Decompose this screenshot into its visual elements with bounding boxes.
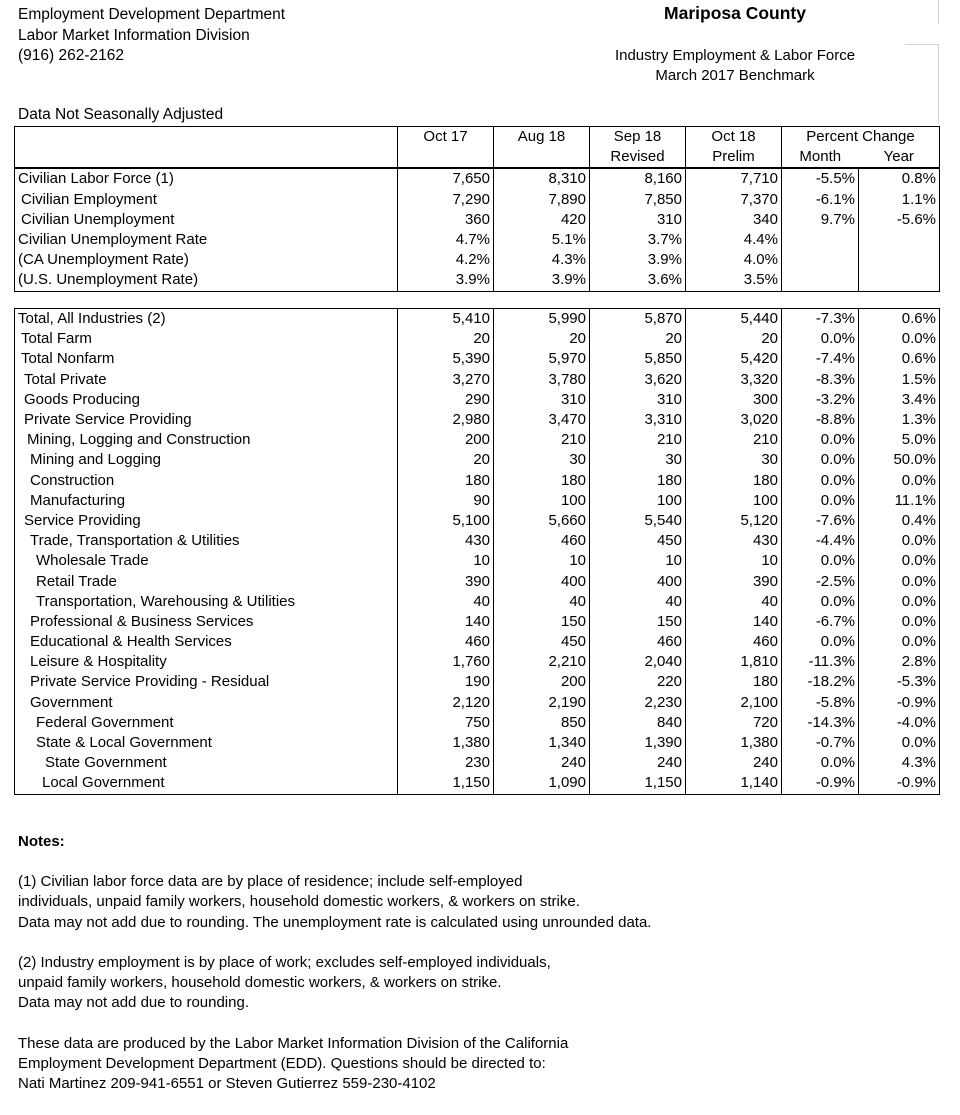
value-cell: 3.7% [590, 230, 686, 250]
value-cell: 460 [590, 632, 686, 652]
year-change-cell: 50.0% [859, 450, 940, 470]
table-row [15, 430, 940, 450]
col-header-oct17: Oct 17 [398, 127, 494, 148]
value-cell: 400 [590, 571, 686, 591]
value-cell: 2,040 [590, 652, 686, 672]
month-change-cell: 0.0% [782, 329, 859, 349]
year-change-cell: 0.0% [859, 571, 940, 591]
value-cell: 1,380 [686, 733, 782, 753]
table-row [15, 230, 940, 250]
month-change-cell: -7.3% [782, 309, 859, 330]
value-cell: 40 [686, 592, 782, 612]
month-change-cell: 9.7% [782, 210, 859, 230]
row-label: Total Farm [15, 329, 398, 349]
value-cell: 90 [398, 491, 494, 511]
table-row [15, 733, 940, 753]
county-title: Mariposa County [664, 3, 806, 23]
value-cell: 2,100 [686, 693, 782, 713]
value-cell: 1,380 [398, 733, 494, 753]
value-cell: 310 [494, 390, 590, 410]
month-change-cell: -11.3% [782, 652, 859, 672]
adjustment-note: Data Not Seasonally Adjusted [18, 106, 224, 123]
value-cell: 460 [686, 632, 782, 652]
year-change-cell [859, 230, 940, 250]
value-cell: 20 [398, 450, 494, 470]
table-row [15, 592, 940, 612]
year-change-cell: 1.3% [859, 410, 940, 430]
year-change-cell: 0.6% [859, 349, 940, 369]
month-change-cell: -7.4% [782, 349, 859, 369]
value-cell: 30 [686, 450, 782, 470]
subtitle-line-2: March 2017 Benchmark [655, 67, 815, 84]
month-change-cell: -7.6% [782, 511, 859, 531]
value-cell: 240 [686, 753, 782, 773]
notes-title: Notes: [18, 833, 65, 850]
value-cell: 1,340 [494, 733, 590, 753]
value-cell: 400 [494, 571, 590, 591]
year-change-cell: 5.0% [859, 430, 940, 450]
value-cell: 430 [686, 531, 782, 551]
value-cell: 390 [398, 571, 494, 591]
value-cell: 3,310 [590, 410, 686, 430]
row-label: Federal Government [15, 713, 398, 733]
month-change-cell [782, 230, 859, 250]
month-change-cell: -8.3% [782, 370, 859, 390]
value-cell: 240 [494, 753, 590, 773]
month-change-cell: 0.0% [782, 430, 859, 450]
value-cell: 290 [398, 390, 494, 410]
table-row [15, 410, 940, 430]
report-subtitle [560, 46, 910, 86]
value-cell: 3.5% [686, 270, 782, 291]
col-subheader-prelim: Prelim [686, 147, 782, 168]
table-row [15, 450, 940, 470]
table-row [15, 632, 940, 652]
value-cell: 7,370 [686, 190, 782, 210]
year-change-cell: -4.0% [859, 713, 940, 733]
value-cell: 2,210 [494, 652, 590, 672]
notes-section [18, 832, 651, 1115]
col-header-percent-change: Percent Change [782, 127, 940, 148]
value-cell: 10 [686, 551, 782, 571]
table-row [15, 168, 940, 189]
value-cell: 150 [494, 612, 590, 632]
row-label: Private Service Providing - Residual [15, 672, 398, 692]
value-cell: 450 [494, 632, 590, 652]
table-row [15, 471, 940, 491]
value-cell: 4.2% [398, 250, 494, 270]
month-change-cell: -6.7% [782, 612, 859, 632]
month-change-cell: -5.8% [782, 693, 859, 713]
row-label: Mining and Logging [15, 450, 398, 470]
table-row [15, 773, 940, 794]
year-change-cell: 0.0% [859, 531, 940, 551]
value-cell: 4.0% [686, 250, 782, 270]
value-cell: 3,020 [686, 410, 782, 430]
table-row [15, 390, 940, 410]
table-row [15, 531, 940, 551]
row-label: Total Nonfarm [15, 349, 398, 369]
value-cell: 430 [398, 531, 494, 551]
value-cell: 5,850 [590, 349, 686, 369]
value-cell: 3.9% [398, 270, 494, 291]
value-cell: 200 [398, 430, 494, 450]
year-change-cell: 3.4% [859, 390, 940, 410]
col-header-month: Month [782, 147, 859, 168]
year-change-cell: 0.0% [859, 329, 940, 349]
table-row [15, 713, 940, 733]
value-cell: 30 [494, 450, 590, 470]
value-cell: 5,540 [590, 511, 686, 531]
table-row [15, 250, 940, 270]
value-cell: 750 [398, 713, 494, 733]
row-label: Civilian Employment [15, 190, 398, 210]
month-change-cell: -5.5% [782, 168, 859, 189]
value-cell: 140 [398, 612, 494, 632]
value-cell: 3.9% [494, 270, 590, 291]
row-label: State & Local Government [15, 733, 398, 753]
value-cell: 2,190 [494, 693, 590, 713]
value-cell: 230 [398, 753, 494, 773]
value-cell: 10 [398, 551, 494, 571]
value-cell: 310 [590, 390, 686, 410]
value-cell: 1,760 [398, 652, 494, 672]
row-label: Retail Trade [15, 571, 398, 591]
value-cell: 220 [590, 672, 686, 692]
month-change-cell: 0.0% [782, 592, 859, 612]
value-cell: 5,410 [398, 309, 494, 330]
year-change-cell: 4.3% [859, 753, 940, 773]
month-change-cell: -2.5% [782, 571, 859, 591]
value-cell: 20 [686, 329, 782, 349]
value-cell: 100 [686, 491, 782, 511]
value-cell: 3,780 [494, 370, 590, 390]
year-change-cell [859, 270, 940, 291]
value-cell: 3,470 [494, 410, 590, 430]
year-change-cell: 1.5% [859, 370, 940, 390]
value-cell: 340 [686, 210, 782, 230]
year-change-cell: 0.0% [859, 733, 940, 753]
year-change-cell: 11.1% [859, 491, 940, 511]
year-change-cell: 0.0% [859, 471, 940, 491]
row-label: Wholesale Trade [15, 551, 398, 571]
value-cell: 210 [590, 430, 686, 450]
note-3: These data are produced by the Labor Market Information Division of the California Employment Development Department (EDD). Questions should be directed to: Nati Martinez 209-941-6551 or Steven Gutierrez 559-230-4102 [18, 1034, 569, 1093]
col-subheader-revised: Revised [590, 147, 686, 168]
value-cell: 3,320 [686, 370, 782, 390]
value-cell: 40 [398, 592, 494, 612]
row-label: Civilian Labor Force (1) [15, 168, 398, 189]
value-cell: 4.7% [398, 230, 494, 250]
month-change-cell: 0.0% [782, 551, 859, 571]
value-cell: 190 [398, 672, 494, 692]
value-cell: 140 [686, 612, 782, 632]
value-cell: 40 [494, 592, 590, 612]
value-cell: 1,090 [494, 773, 590, 794]
table-row [15, 349, 940, 369]
col-header-aug18: Aug 18 [494, 127, 590, 148]
note-1: (1) Civilian labor force data are by place of residence; include self-employed individuals, unpaid family workers, household domestic workers, & workers on strike. Data may not add due to rounding. The unemployment rate is calculated using unrounded data. [18, 873, 652, 931]
row-label: Trade, Transportation & Utilities [15, 531, 398, 551]
year-change-cell: -5.6% [859, 210, 940, 230]
gridline [938, 0, 939, 24]
value-cell: 5,120 [686, 511, 782, 531]
value-cell: 100 [590, 491, 686, 511]
value-cell: 840 [590, 713, 686, 733]
table-row [15, 612, 940, 632]
value-cell: 360 [398, 210, 494, 230]
row-label: Goods Producing [15, 390, 398, 410]
row-label: Private Service Providing [15, 410, 398, 430]
row-label: Mining, Logging and Construction [15, 430, 398, 450]
month-change-cell: 0.0% [782, 632, 859, 652]
month-change-cell: -0.9% [782, 773, 859, 794]
table-row [15, 571, 940, 591]
value-cell: 180 [590, 471, 686, 491]
table-row [15, 551, 940, 571]
month-change-cell: -0.7% [782, 733, 859, 753]
value-cell: 2,980 [398, 410, 494, 430]
year-change-cell [859, 250, 940, 270]
table-row [15, 753, 940, 773]
year-change-cell: 0.0% [859, 612, 940, 632]
value-cell: 2,120 [398, 693, 494, 713]
value-cell: 420 [494, 210, 590, 230]
month-change-cell: -8.8% [782, 410, 859, 430]
value-cell: 5.1% [494, 230, 590, 250]
agency-header [18, 5, 285, 67]
labor-force-table [14, 126, 940, 292]
col-header-sep18: Sep 18 [590, 127, 686, 148]
year-change-cell: 2.8% [859, 652, 940, 672]
year-change-cell: -0.9% [859, 693, 940, 713]
row-label: Educational & Health Services [15, 632, 398, 652]
value-cell: 240 [590, 753, 686, 773]
division-name: Labor Market Information Division [18, 26, 250, 44]
row-label: Total, All Industries (2) [15, 309, 398, 330]
row-label: Construction [15, 471, 398, 491]
month-change-cell: -6.1% [782, 190, 859, 210]
value-cell: 30 [590, 450, 686, 470]
month-change-cell: -4.4% [782, 531, 859, 551]
month-change-cell: 0.0% [782, 491, 859, 511]
value-cell: 300 [686, 390, 782, 410]
value-cell: 4.3% [494, 250, 590, 270]
value-cell: 460 [494, 531, 590, 551]
industry-employment-table [14, 308, 940, 795]
month-change-cell [782, 250, 859, 270]
value-cell: 7,850 [590, 190, 686, 210]
row-label: (CA Unemployment Rate) [15, 250, 398, 270]
year-change-cell: 0.0% [859, 551, 940, 571]
value-cell: 3.9% [590, 250, 686, 270]
value-cell: 5,100 [398, 511, 494, 531]
row-label: Service Providing [15, 511, 398, 531]
note-2: (2) Industry employment is by place of work; excludes self-employed individuals, unpaid family workers, household domestic workers, & workers on strike. Data may not add due to rounding. [18, 954, 551, 1012]
value-cell: 7,650 [398, 168, 494, 189]
value-cell: 1,810 [686, 652, 782, 672]
value-cell: 210 [686, 430, 782, 450]
table-row [15, 309, 940, 330]
value-cell: 150 [590, 612, 686, 632]
month-change-cell [782, 270, 859, 291]
table-row [15, 672, 940, 692]
year-change-cell: -5.3% [859, 672, 940, 692]
value-cell: 8,310 [494, 168, 590, 189]
year-change-cell: 0.0% [859, 592, 940, 612]
row-label: Transportation, Warehousing & Utilities [15, 592, 398, 612]
row-label: Civilian Unemployment Rate [15, 230, 398, 250]
gridline [938, 44, 939, 124]
month-change-cell: 0.0% [782, 753, 859, 773]
value-cell: 7,710 [686, 168, 782, 189]
year-change-cell: 0.8% [859, 168, 940, 189]
value-cell: 310 [590, 210, 686, 230]
value-cell: 3,270 [398, 370, 494, 390]
value-cell: 210 [494, 430, 590, 450]
value-cell: 720 [686, 713, 782, 733]
table-row [15, 511, 940, 531]
table-row [15, 652, 940, 672]
value-cell: 460 [398, 632, 494, 652]
row-label: Government [15, 693, 398, 713]
value-cell: 850 [494, 713, 590, 733]
value-cell: 100 [494, 491, 590, 511]
value-cell: 8,160 [590, 168, 686, 189]
table-row [15, 370, 940, 390]
value-cell: 180 [686, 471, 782, 491]
table-row [15, 190, 940, 210]
value-cell: 5,970 [494, 349, 590, 369]
col-header-year: Year [859, 147, 940, 168]
value-cell: 10 [590, 551, 686, 571]
year-change-cell: -0.9% [859, 773, 940, 794]
value-cell: 5,440 [686, 309, 782, 330]
value-cell: 20 [398, 329, 494, 349]
col-header-oct18: Oct 18 [686, 127, 782, 148]
phone-number: (916) 262-2162 [18, 47, 124, 64]
value-cell: 200 [494, 672, 590, 692]
value-cell: 5,390 [398, 349, 494, 369]
value-cell: 1,150 [398, 773, 494, 794]
value-cell: 1,140 [686, 773, 782, 794]
value-cell: 1,150 [590, 773, 686, 794]
year-change-cell: 0.0% [859, 632, 940, 652]
subtitle-line-1: Industry Employment & Labor Force [614, 47, 856, 64]
value-cell: 10 [494, 551, 590, 571]
value-cell: 5,870 [590, 309, 686, 330]
row-label: (U.S. Unemployment Rate) [15, 270, 398, 291]
value-cell: 20 [494, 329, 590, 349]
value-cell: 180 [494, 471, 590, 491]
value-cell: 3.6% [590, 270, 686, 291]
value-cell: 3,620 [590, 370, 686, 390]
month-change-cell: -14.3% [782, 713, 859, 733]
value-cell: 4.4% [686, 230, 782, 250]
year-change-cell: 0.6% [859, 309, 940, 330]
row-label: Total Private [15, 370, 398, 390]
value-cell: 450 [590, 531, 686, 551]
table-row [15, 693, 940, 713]
year-change-cell: 1.1% [859, 190, 940, 210]
value-cell: 5,990 [494, 309, 590, 330]
value-cell: 7,890 [494, 190, 590, 210]
value-cell: 5,420 [686, 349, 782, 369]
value-cell: 7,290 [398, 190, 494, 210]
row-label: Civilian Unemployment [15, 210, 398, 230]
table-row [15, 210, 940, 230]
value-cell: 5,660 [494, 511, 590, 531]
month-change-cell: 0.0% [782, 450, 859, 470]
month-change-cell: 0.0% [782, 471, 859, 491]
table-row [15, 329, 940, 349]
row-label: Leisure & Hospitality [15, 652, 398, 672]
month-change-cell: -3.2% [782, 390, 859, 410]
table-row [15, 491, 940, 511]
value-cell: 1,390 [590, 733, 686, 753]
agency-name: Employment Development Department [18, 6, 286, 23]
row-label: Manufacturing [15, 491, 398, 511]
table-row [15, 270, 940, 291]
gridline [905, 44, 939, 45]
value-cell: 180 [686, 672, 782, 692]
row-label: Professional & Business Services [15, 612, 398, 632]
row-label: Local Government [15, 773, 398, 794]
year-change-cell: 0.4% [859, 511, 940, 531]
value-cell: 2,230 [590, 693, 686, 713]
value-cell: 180 [398, 471, 494, 491]
month-change-cell: -18.2% [782, 672, 859, 692]
value-cell: 390 [686, 571, 782, 591]
value-cell: 20 [590, 329, 686, 349]
row-label: State Government [15, 753, 398, 773]
value-cell: 40 [590, 592, 686, 612]
